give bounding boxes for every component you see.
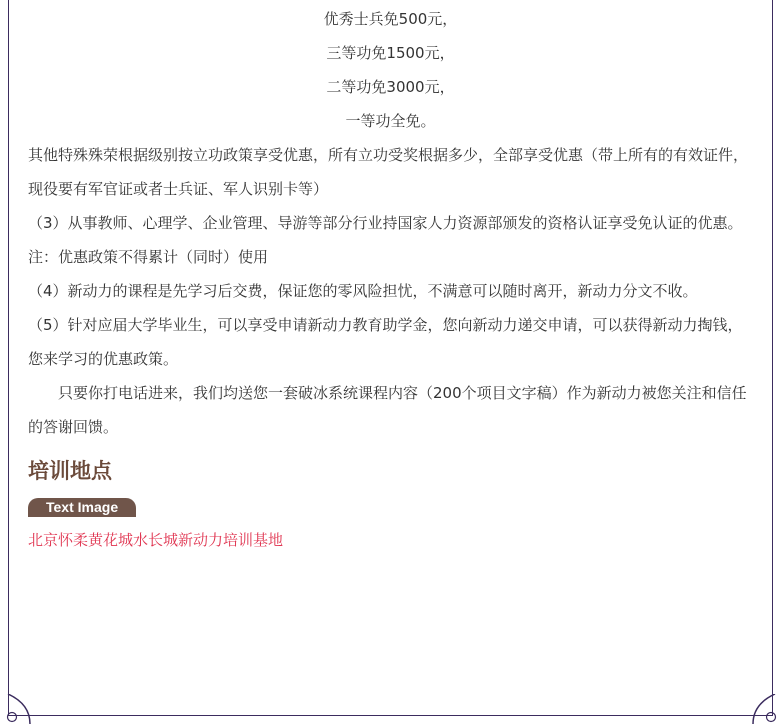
section-title: 培训地点 bbox=[28, 459, 112, 483]
text-image-tag: Text Image bbox=[28, 498, 136, 517]
paragraph-special-honors: 其他特殊殊荣根据级别按立功政策享受优惠，所有立功受奖根据多少，全部享受优惠（带上所有的有效证件，现役要有军官证或者士兵证、军人识别卡等） bbox=[28, 146, 749, 198]
corner-ornament-right-icon bbox=[743, 694, 783, 724]
article-body bbox=[28, 0, 753, 555]
paragraph-gift: 只要你打电话进来，我们均送您一套破冰系统课程内容（200个项目文字稿）作为新动力被您关注和信任的答谢回馈。 bbox=[28, 384, 747, 436]
training-address: 北京怀柔黄花城水长城新动力培训基地 bbox=[28, 531, 284, 549]
reward-line-soldier: 优秀士兵免500元， bbox=[323, 10, 458, 28]
corner-ornament-left-icon bbox=[0, 694, 40, 724]
paragraph-item-4: （4）新动力的课程是先学习后交费，保证您的零风险担忧，不满意可以随时离开，新动力分文不收。 bbox=[28, 282, 698, 300]
paragraph-item-3: （3）从事教师、心理学、企业管理、导游等部分行业持国家人力资源部颁发的资格认证享受免认证的优惠。 bbox=[28, 214, 743, 232]
reward-line-third-class: 三等功免1500元， bbox=[326, 44, 455, 62]
reward-line-second-class: 二等功免3000元， bbox=[326, 78, 455, 96]
reward-line-first-class: 一等功全免。 bbox=[345, 112, 436, 130]
paragraph-note: 注：优惠政策不得累计（同时）使用 bbox=[28, 248, 269, 266]
paragraph-item-5: （5）针对应届大学毕业生，可以享受申请新动力教育助学金，您向新动力递交申请，可以获得新动力掏钱，您来学习的优惠政策。 bbox=[28, 316, 743, 368]
